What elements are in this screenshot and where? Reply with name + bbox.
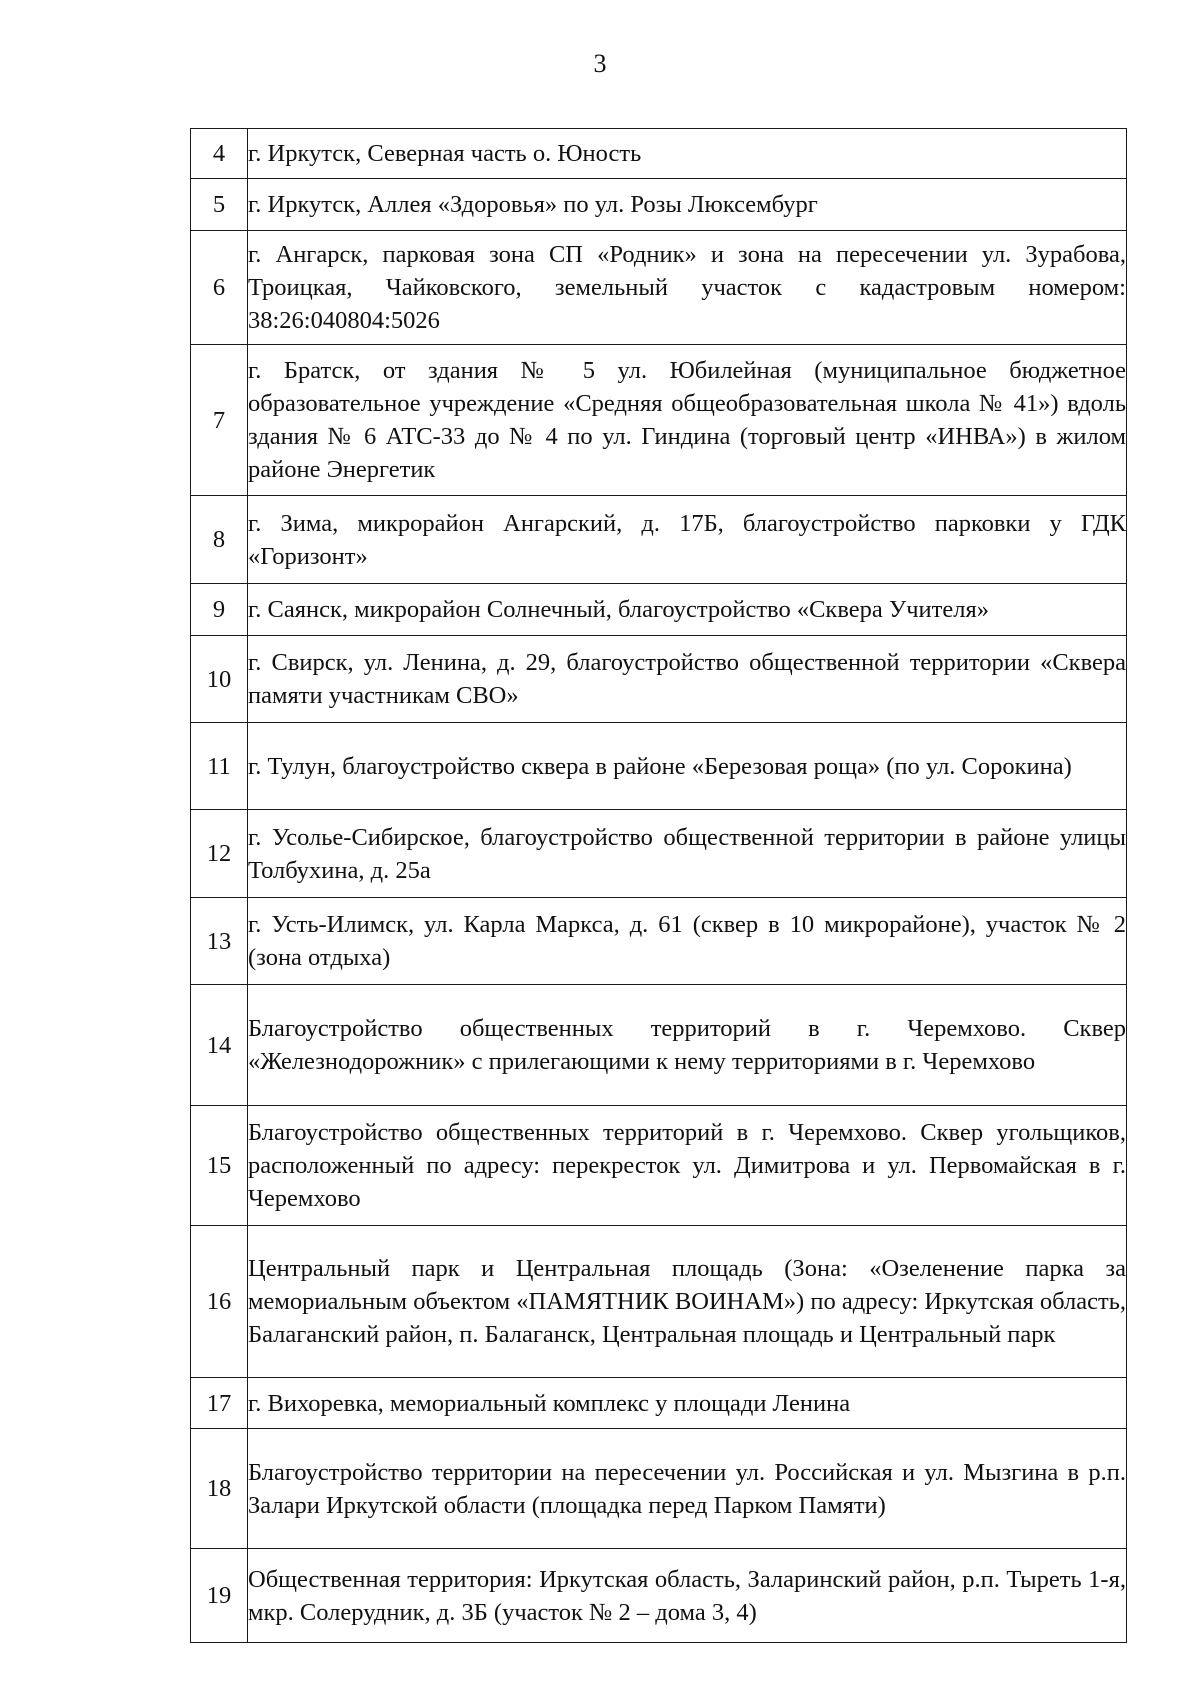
row-number: 18 (191, 1429, 248, 1549)
row-description (248, 985, 1127, 1106)
table-row (191, 179, 1127, 231)
row-description-text: Общественная территория: Иркутская область, Заларинский район, р.п. Тыреть 1-я, мкр. Солерудник, д. 3Б (участок № 2 – дома 3, 4) (248, 1565, 1126, 1626)
row-description (248, 1106, 1127, 1226)
row-description (248, 584, 1127, 636)
table-row (191, 129, 1127, 179)
row-number: 16 (191, 1226, 248, 1378)
row-description-text: Благоустройство общественных территорий в г. Черемхово. Сквер «Железнодорожник» с прилегающими к нему территориями в г. Черемхово (248, 1015, 1126, 1075)
row-description (248, 496, 1127, 584)
row-description (248, 898, 1127, 985)
row-description (248, 1226, 1127, 1378)
row-number: 15 (191, 1106, 248, 1226)
row-description-text: г. Свирск, ул. Ленина, д. 29, благоустройство общественной территории «Сквера памяти участникам СВО» (248, 649, 1126, 709)
row-description (248, 1549, 1127, 1643)
table-row (191, 584, 1127, 636)
row-number: 11 (191, 723, 248, 810)
row-description-text: г. Усть-Илимск, ул. Карла Маркса, д. 61 (сквер в 10 микрорайоне), участок № 2 (зона отдыха) (248, 911, 1126, 971)
table-row (191, 1226, 1127, 1378)
row-description-text: Благоустройство территории на пересечении ул. Российская и ул. Мызгина в р.п. Залари Иркутской области (площадка перед Парком Памяти) (248, 1458, 1126, 1519)
row-number: 7 (191, 345, 248, 496)
row-description-text: г. Зима, микрорайон Ангарский, д. 17Б, благоустройство парковки у ГДК «Горизонт» (248, 509, 1126, 570)
row-description-text: Благоустройство общественных территорий в г. Черемхово. Сквер угольщиков, расположенный по адресу: перекресток ул. Димитрова и ул. Первомайская в г. Черемхово (248, 1119, 1126, 1212)
row-number: 8 (191, 496, 248, 584)
row-description (248, 723, 1127, 810)
row-number: 14 (191, 985, 248, 1106)
table-row (191, 496, 1127, 584)
row-description (248, 129, 1127, 179)
table-row (191, 1429, 1127, 1549)
table-row (191, 723, 1127, 810)
table-row (191, 231, 1127, 345)
row-description-text: г. Вихоревка, мемориальный комплекс у площади Ленина (248, 1389, 851, 1417)
table-row (191, 810, 1127, 898)
table-row (191, 985, 1127, 1106)
row-description (248, 810, 1127, 898)
row-description (248, 1378, 1127, 1429)
row-description (248, 231, 1127, 345)
row-number: 19 (191, 1549, 248, 1643)
table-row (191, 636, 1127, 723)
row-description-text: г. Тулун, благоустройство сквера в районе «Березовая роща» (по ул. Сорокина) (248, 752, 1072, 780)
territories-table-body (191, 129, 1127, 1643)
row-number: 12 (191, 810, 248, 898)
table-row (191, 1549, 1127, 1643)
row-number: 5 (191, 179, 248, 231)
row-number: 9 (191, 584, 248, 636)
row-description-text: г. Усолье-Сибирское, благоустройство общественной территории в районе улицы Толбухина, д. 25а (248, 823, 1126, 884)
page-number: 3 (593, 49, 607, 78)
row-description (248, 345, 1127, 496)
territories-table (190, 128, 1127, 1643)
table-row (191, 1378, 1127, 1429)
row-number: 4 (191, 129, 248, 179)
row-number: 17 (191, 1378, 248, 1429)
row-description (248, 1429, 1127, 1549)
row-description (248, 179, 1127, 231)
row-description-text: г. Иркутск, Северная часть о. Юность (248, 140, 642, 167)
row-description-text: г. Братск, от здания № 5 ул. Юбилейная (муниципальное бюджетное образовательное учреждение «Средняя общеобразовательная школа № 41») вдоль здания № 6 АТС-33 до № 4 по ул. Гиндина (торговый центр «ИНВА») в жилом районе Энергетик (248, 357, 1126, 483)
row-description-text: г. Саянск, микрорайон Солнечный, благоустройство «Сквера Учителя» (248, 596, 989, 623)
row-description (248, 636, 1127, 723)
row-description-text: г. Иркутск, Аллея «Здоровья» по ул. Розы Люксембург (248, 191, 818, 218)
row-description-text: г. Ангарск, парковая зона СП «Родник» и зона на пересечении ул. Зурабова, Троицкая, Чайковского, земельный участок с кадастровым номером: 38:26:040804:5026 (248, 241, 1126, 334)
row-number: 13 (191, 898, 248, 985)
table-row (191, 345, 1127, 496)
row-number: 6 (191, 231, 248, 345)
row-number: 10 (191, 636, 248, 723)
row-description-text: Центральный парк и Центральная площадь (Зона: «Озеленение парка за мемориальным объектом «ПАМЯТНИК ВОИНАМ») по адресу: Иркутская область, Балаганский район, п. Балаганск, Центральная площадь и Центральный парк (248, 1255, 1126, 1348)
table-row (191, 898, 1127, 985)
table-row (191, 1106, 1127, 1226)
